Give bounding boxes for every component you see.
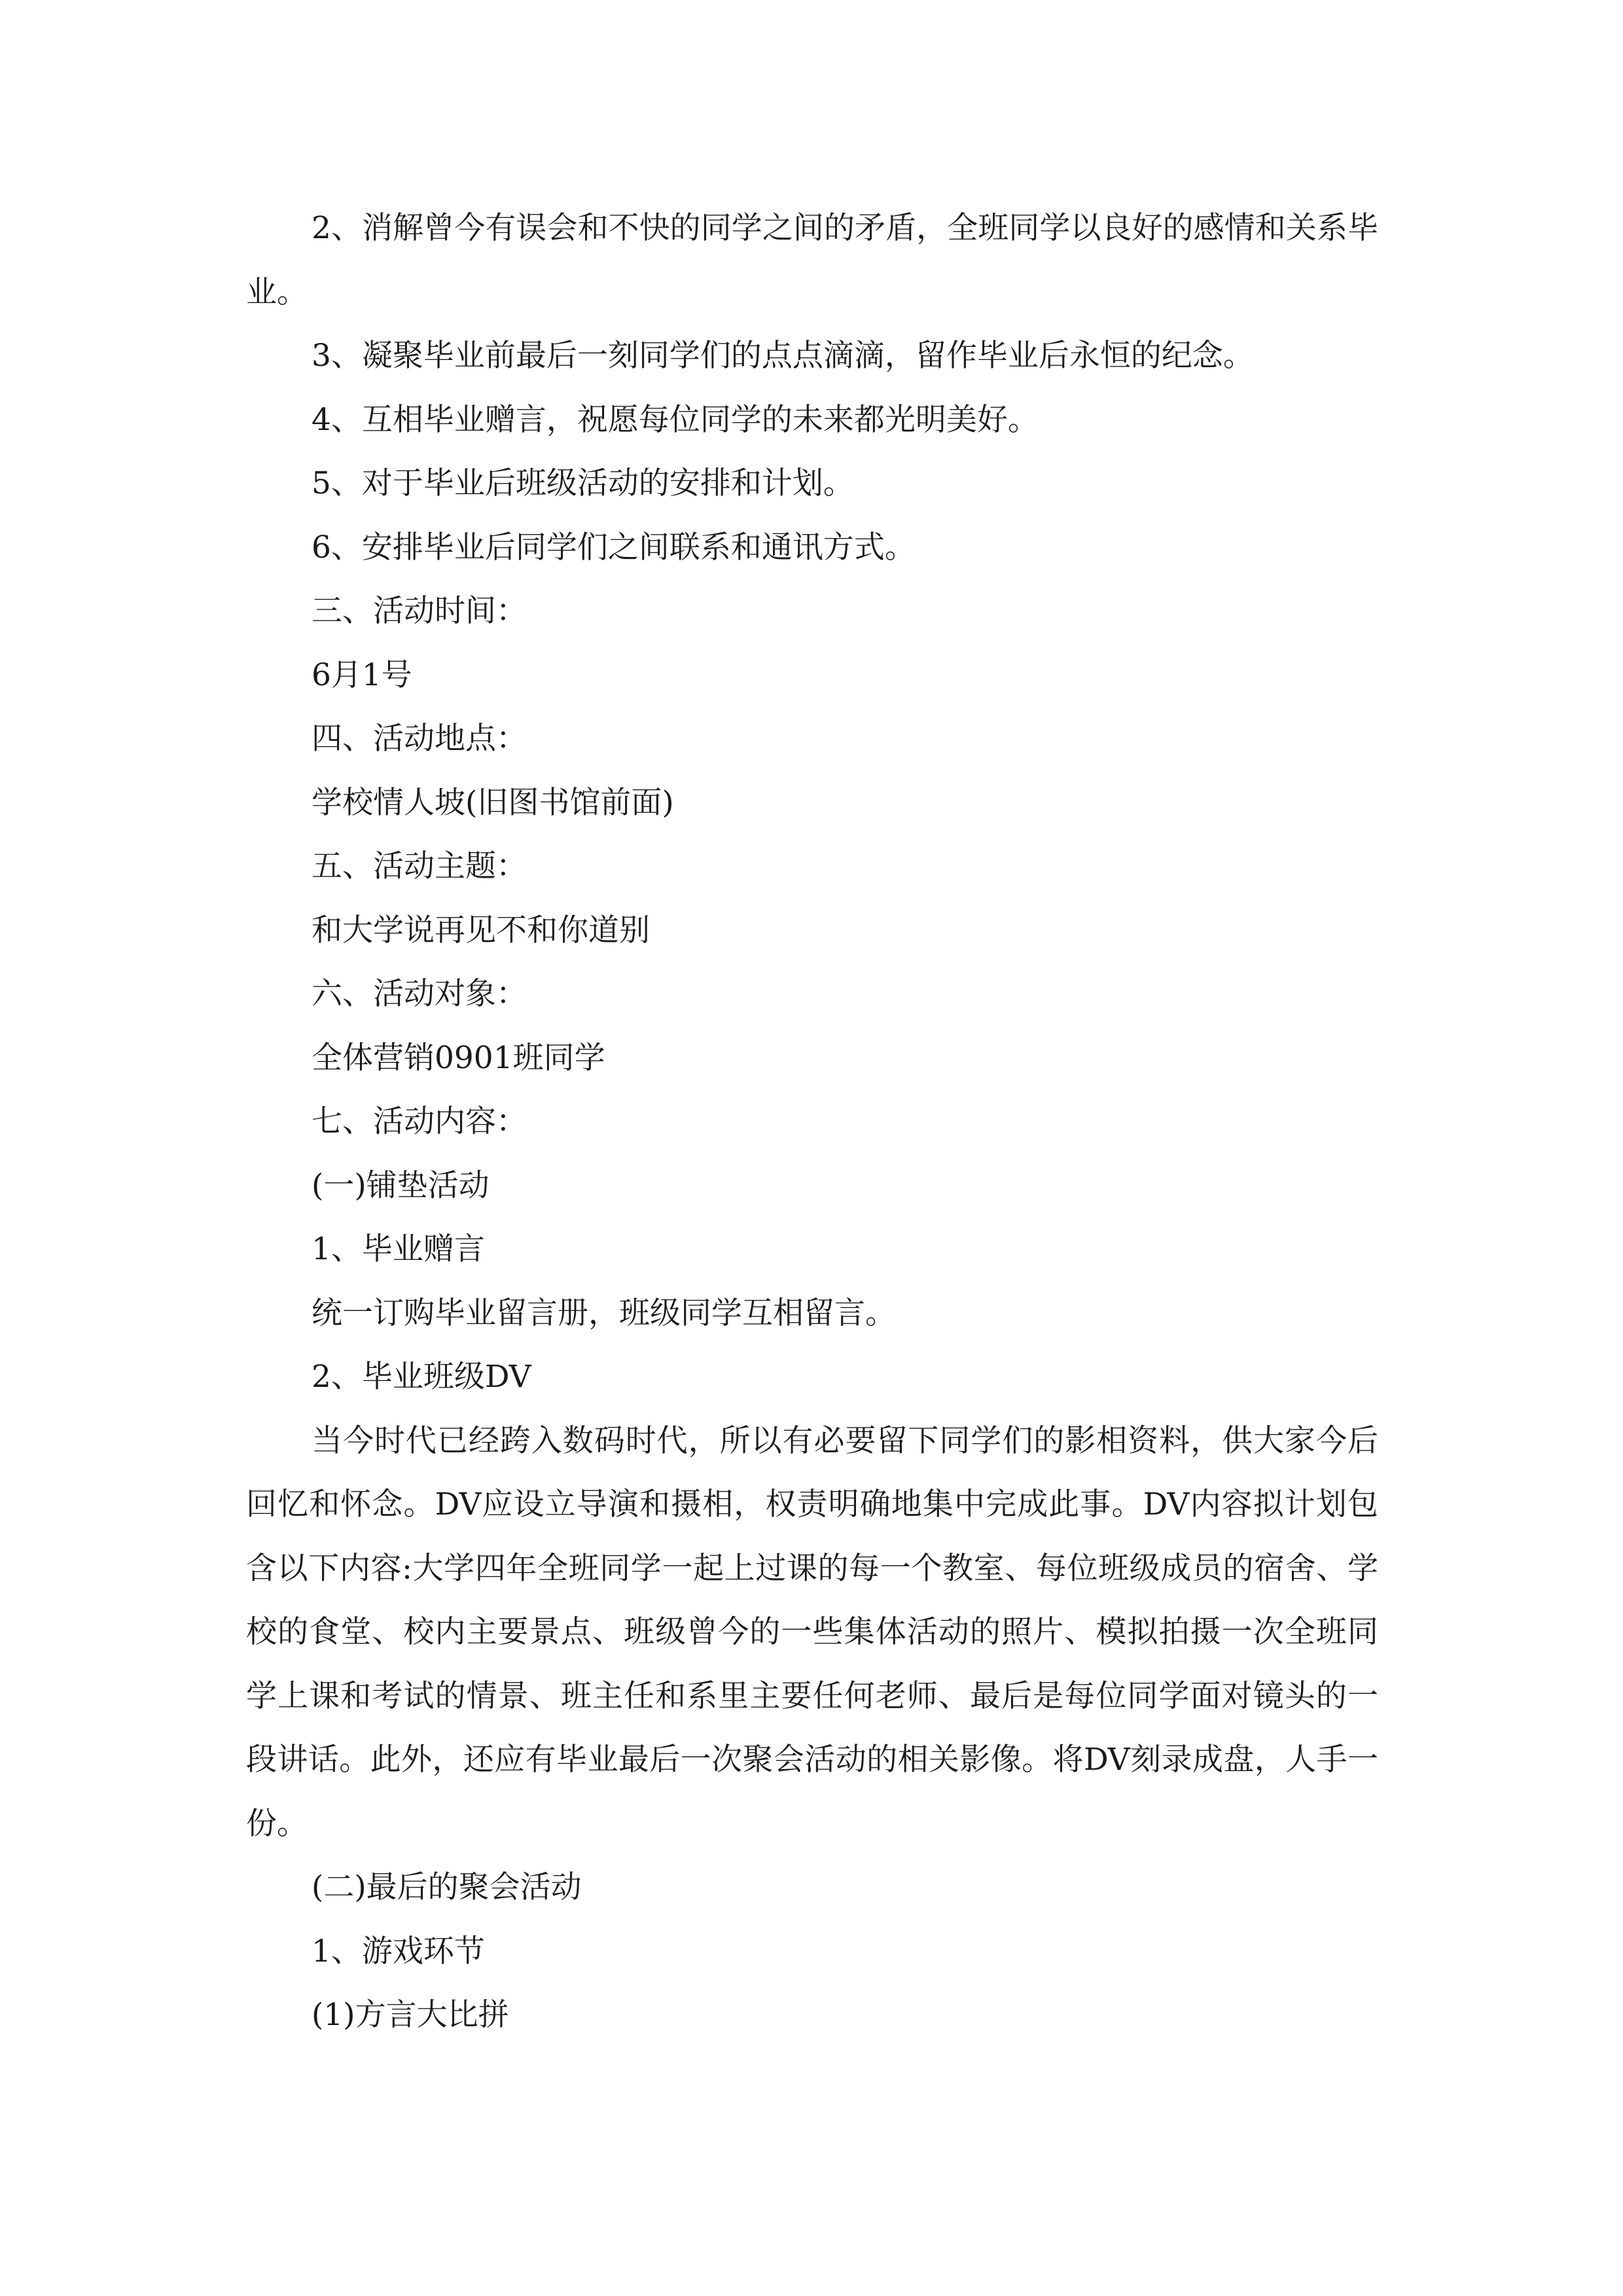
section-heading-content: 七、活动内容： bbox=[312, 1103, 527, 1139]
section-heading-location: 四、活动地点： bbox=[312, 721, 527, 757]
item-heading-farewell-words: 1、毕业赠言 bbox=[312, 1231, 485, 1267]
paragraph-time: 6月1号 bbox=[312, 656, 412, 693]
paragraph-farewell-words: 统一订购毕业留言册，班级同学互相留言。 bbox=[312, 1295, 896, 1331]
subsection-heading-prep: (一)铺垫活动 bbox=[312, 1167, 490, 1204]
paragraph-point-6: 6、安排毕业后同学们之间联系和通讯方式。 bbox=[312, 529, 916, 565]
section-heading-theme: 五、活动主题： bbox=[312, 848, 527, 884]
paragraph-theme: 和大学说再见不和你道别 bbox=[312, 912, 650, 948]
paragraph-audience: 全体营销0901班同学 bbox=[312, 1039, 605, 1076]
paragraph-point-4: 4、互相毕业赠言，祝愿每位同学的未来都光明美好。 bbox=[312, 401, 1039, 438]
item-heading-dialect-contest: (1)方言大比拼 bbox=[312, 1997, 509, 2033]
paragraph-location: 学校情人坡(旧图书馆前面) bbox=[312, 784, 674, 821]
item-heading-class-dv: 2、毕业班级DV bbox=[312, 1359, 531, 1395]
document-body bbox=[246, 196, 1378, 2047]
section-heading-audience: 六、活动对象： bbox=[312, 976, 527, 1012]
subsection-heading-party: (二)最后的聚会活动 bbox=[312, 1869, 582, 1905]
section-heading-time: 三、活动时间： bbox=[312, 593, 527, 629]
item-heading-games: 1、游戏环节 bbox=[312, 1933, 485, 1969]
paragraph-class-dv: 当今时代已经跨入数码时代，所以有必要留下同学们的影相资料，供大家今后回忆和怀念。DV应设立导演和摄相，权责明确地集中完成此事。DV内容拟计划包含以下内容:大学四年全班同学一起上过课的每一个教室、每位班级成员的宿舍、学校的食堂、校内主要景点、班级曾今的一些集体活动的照片、模拟拍摄一次全班同学上课和考试的情景、班主任和系里主要任何老师、最后是每位同学面对镜头的一段讲话。此外，还应有毕业最后一次聚会活动的相关影像。将DV刻录成盘，人手一份。 bbox=[246, 1422, 1378, 1842]
paragraph-point-5: 5、对于毕业后班级活动的安排和计划。 bbox=[312, 465, 854, 501]
paragraph-point-3: 3、凝聚毕业前最后一刻同学们的点点滴滴，留作毕业后永恒的纪念。 bbox=[312, 338, 1254, 374]
paragraph-point-2: 2、消解曾今有误会和不快的同学之间的矛盾，全班同学以良好的感情和关系毕业。 bbox=[246, 210, 1378, 310]
